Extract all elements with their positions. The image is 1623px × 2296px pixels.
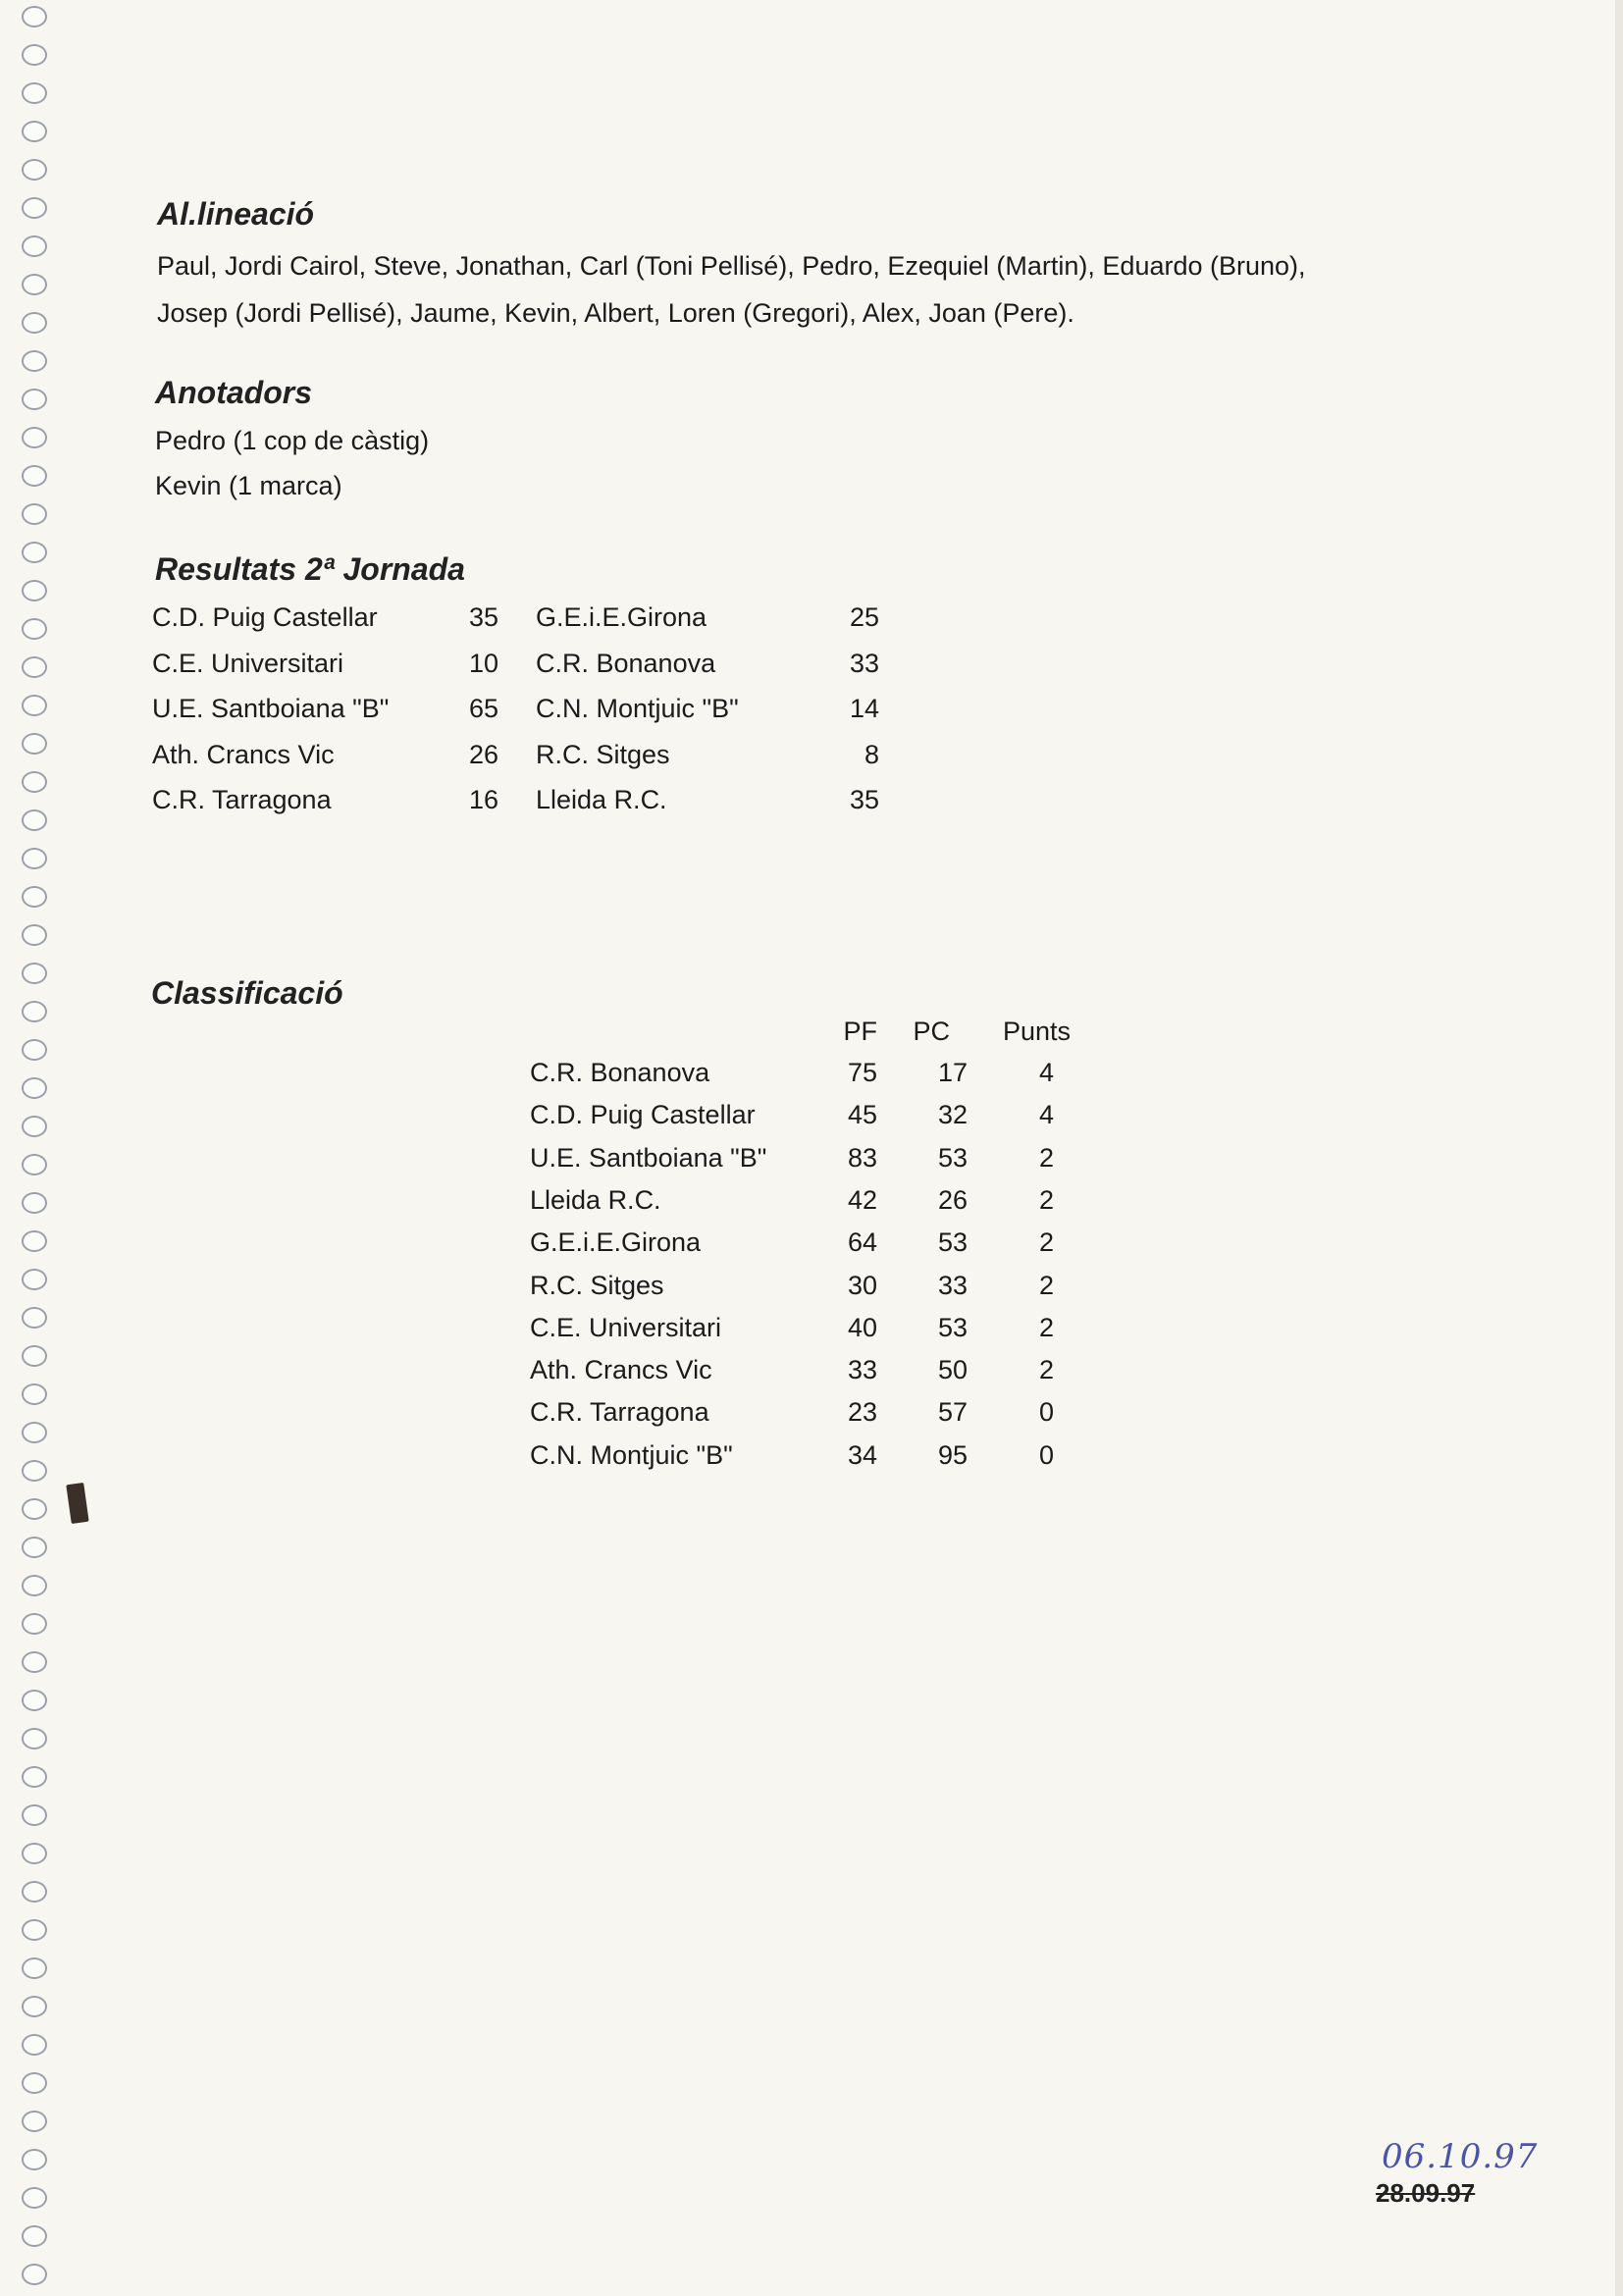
points-for: 40 — [847, 1312, 877, 1342]
team-name: U.E. Santboiana "B" — [530, 1142, 767, 1173]
points-for: 45 — [847, 1100, 877, 1130]
binder-hole — [22, 121, 47, 142]
binder-hole — [22, 542, 47, 563]
binder-hole — [22, 44, 47, 66]
points-for: 42 — [847, 1184, 877, 1215]
binder-hole — [22, 389, 47, 410]
home-team: Ath. Crancs Vic — [152, 739, 335, 769]
standings-row — [0, 1227, 1623, 1271]
home-score: 16 — [468, 785, 498, 814]
results-title: Resultats 2ª Jornada — [155, 551, 465, 587]
away-score: 35 — [849, 785, 879, 814]
scorers-title: Anotadors — [155, 375, 312, 410]
scorer-line-1: Pedro (1 cop de càstig) — [155, 426, 430, 455]
binder-hole — [22, 1651, 47, 1673]
away-team: C.N. Montjuic "B" — [536, 694, 739, 723]
team-name: C.D. Puig Castellar — [530, 1100, 756, 1130]
standings-row — [0, 1100, 1623, 1143]
binder-hole — [22, 503, 47, 525]
team-name: C.R. Tarragona — [530, 1397, 709, 1428]
binder-hole — [22, 886, 47, 908]
away-score: 33 — [849, 648, 879, 678]
binder-hole — [22, 6, 47, 27]
binder-hole — [22, 1881, 47, 1903]
binder-hole — [22, 2072, 47, 2094]
binder-hole — [22, 2111, 47, 2132]
points-against: 32 — [937, 1100, 968, 1130]
binder-hole — [22, 235, 47, 257]
binder-hole — [22, 1728, 47, 1749]
binder-hole — [22, 312, 47, 334]
points-for: 33 — [847, 1355, 877, 1385]
table-points: 2 — [1038, 1184, 1054, 1215]
binder-hole — [22, 1766, 47, 1788]
binder-hole — [22, 2187, 47, 2209]
points-against: 57 — [937, 1397, 968, 1428]
binder-hole — [22, 1537, 47, 1558]
lineup-line-2: Josep (Jordi Pellisé), Jaume, Kevin, Albert, Loren (Gregori), Alex, Joan (Pere). — [157, 298, 1074, 328]
home-score: 26 — [468, 739, 498, 769]
table-points: 4 — [1038, 1100, 1054, 1130]
scorer-line-2: Kevin (1 marca) — [155, 471, 342, 500]
home-score: 10 — [468, 648, 498, 678]
table-points: 4 — [1038, 1058, 1054, 1087]
binder-hole — [22, 1498, 47, 1520]
binder-hole — [22, 82, 47, 104]
handwritten-date: 06.10.97 — [1382, 2137, 1539, 2176]
binder-hole — [22, 848, 47, 869]
header-points: Punts — [1003, 1017, 1072, 1046]
binder-hole — [22, 1804, 47, 1826]
points-for: 23 — [847, 1397, 877, 1428]
binder-hole — [22, 1957, 47, 1979]
result-row — [0, 602, 1623, 646]
binder-hole — [22, 2034, 47, 2056]
binder-hole — [22, 924, 47, 946]
binder-hole — [22, 963, 47, 984]
binder-hole — [22, 1613, 47, 1635]
standings-row — [0, 1058, 1623, 1101]
points-for: 34 — [847, 1439, 877, 1470]
standings-row — [0, 1271, 1623, 1314]
team-name: R.C. Sitges — [530, 1270, 664, 1300]
binder-hole — [22, 350, 47, 372]
standings-row — [0, 1143, 1623, 1186]
points-against: 26 — [937, 1184, 968, 1215]
standings-row — [0, 1313, 1623, 1356]
result-row — [0, 694, 1623, 737]
struck-date: 28.09.97 — [1376, 2178, 1476, 2208]
binder-hole — [22, 427, 47, 448]
standings-row — [0, 1185, 1623, 1228]
binder-hole — [22, 1919, 47, 1941]
away-team: Lleida R.C. — [536, 785, 667, 814]
lineup-line-1: Paul, Jordi Cairol, Steve, Jonathan, Carl (Toni Pellisé), Pedro, Ezequiel (Martin), Eduardo (Bruno), — [157, 251, 1306, 281]
header-pc: PC — [913, 1017, 950, 1046]
binder-hole — [22, 197, 47, 219]
standings-row — [0, 1397, 1623, 1440]
points-for: 83 — [847, 1142, 877, 1173]
points-against: 50 — [937, 1355, 968, 1385]
binder-hole — [22, 1690, 47, 1711]
points-against: 95 — [937, 1439, 968, 1470]
result-row — [0, 649, 1623, 692]
team-name: C.E. Universitari — [530, 1312, 722, 1342]
lineup-title: Al.lineació — [157, 196, 315, 232]
points-against: 53 — [937, 1227, 968, 1258]
standings-header — [0, 1017, 1623, 1060]
points-against: 17 — [937, 1058, 968, 1087]
standings-title: Classificació — [151, 975, 343, 1011]
points-against: 53 — [937, 1142, 968, 1173]
table-points: 0 — [1038, 1397, 1054, 1428]
points-against: 33 — [937, 1270, 968, 1300]
home-score: 35 — [468, 602, 498, 632]
header-pf: PF — [843, 1017, 877, 1046]
home-team: C.D. Puig Castellar — [152, 602, 378, 632]
team-name: Lleida R.C. — [530, 1184, 661, 1215]
team-name: C.N. Montjuic "B" — [530, 1439, 733, 1470]
points-for: 30 — [847, 1270, 877, 1300]
home-team: C.E. Universitari — [152, 648, 344, 678]
binder-hole — [22, 1575, 47, 1596]
points-against: 53 — [937, 1312, 968, 1342]
home-team: U.E. Santboiana "B" — [152, 694, 390, 723]
binder-hole — [22, 2149, 47, 2170]
result-row — [0, 785, 1623, 828]
result-row — [0, 740, 1623, 783]
paper-tab-mark — [66, 1483, 88, 1524]
away-team: C.R. Bonanova — [536, 648, 716, 678]
points-for: 75 — [847, 1058, 877, 1087]
team-name: Ath. Crancs Vic — [530, 1355, 712, 1385]
binder-hole — [22, 2264, 47, 2285]
away-score: 14 — [849, 694, 879, 723]
table-points: 2 — [1038, 1312, 1054, 1342]
table-points: 2 — [1038, 1227, 1054, 1258]
team-name: C.R. Bonanova — [530, 1058, 710, 1087]
table-points: 0 — [1038, 1439, 1054, 1470]
team-name: G.E.i.E.Girona — [530, 1227, 702, 1258]
away-team: G.E.i.E.Girona — [536, 602, 707, 632]
binder-hole — [22, 159, 47, 181]
binder-hole — [22, 274, 47, 295]
standings-row — [0, 1355, 1623, 1398]
table-points: 2 — [1038, 1355, 1054, 1385]
away-team: R.C. Sitges — [536, 739, 670, 769]
away-score: 8 — [864, 739, 879, 769]
points-for: 64 — [847, 1227, 877, 1258]
table-points: 2 — [1038, 1142, 1054, 1173]
standings-row — [0, 1440, 1623, 1484]
away-score: 25 — [849, 602, 879, 632]
home-team: C.R. Tarragona — [152, 785, 332, 814]
home-score: 65 — [468, 694, 498, 723]
binder-hole — [22, 580, 47, 601]
binder-hole — [22, 1843, 47, 1864]
table-points: 2 — [1038, 1270, 1054, 1300]
binder-hole — [22, 1996, 47, 2017]
binder-hole — [22, 465, 47, 487]
binder-hole — [22, 2225, 47, 2247]
